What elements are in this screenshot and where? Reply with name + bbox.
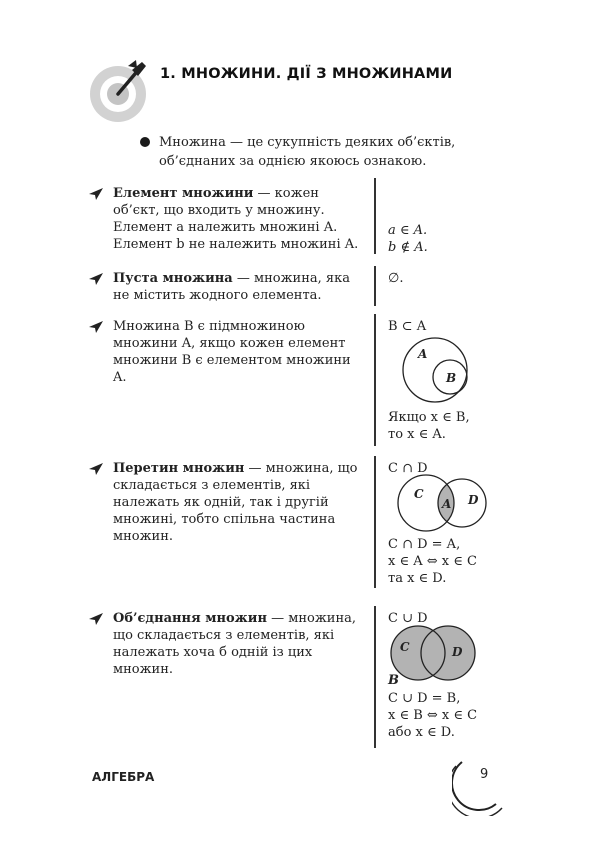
pointer-arrow-icon <box>88 187 104 201</box>
pointer-arrow-icon <box>88 612 104 626</box>
empty-set-definition <box>88 270 368 304</box>
intersection-term: Перетин множин <box>113 461 245 476</box>
intersection-venn-diagram <box>388 472 498 536</box>
union-explanation <box>388 690 518 741</box>
intersection-notation: C ∩ D <box>388 461 428 476</box>
union-notation: C ∪ D <box>388 611 428 626</box>
intersection-explanation-3: та x ∈ D. <box>388 571 447 586</box>
column-divider <box>374 178 376 254</box>
subset-notation: B ⊂ A <box>388 319 427 334</box>
chapter-target-logo <box>88 58 156 126</box>
element-def-rest: — кожен об’єкт, що входить у множину. <box>113 186 325 218</box>
pointer-arrow-icon <box>88 272 104 286</box>
subset-venn-diagram <box>388 336 488 408</box>
intersection-explanation <box>388 536 518 587</box>
element-notation <box>388 222 518 256</box>
union-def-rest: — множина, що складається з елементів, які належать хоча б одній із цих множин. <box>113 611 357 677</box>
set-a-label: A <box>442 497 452 511</box>
empty-set-term: Пуста множина <box>113 271 233 286</box>
intersection-explanation-2: x ∈ A ⇔ x ∈ C <box>388 554 477 569</box>
element-line-b: Елемент b не належить множині A. <box>113 237 359 252</box>
intersection-explanation-1: C ∩ D = A, <box>388 537 461 552</box>
column-divider <box>374 314 376 446</box>
subset-text: Множина B є підмножиною множини A, якщо кожен елемент множини B є елементом множини A. <box>113 319 351 385</box>
column-divider <box>374 606 376 748</box>
element-definition <box>88 185 368 253</box>
union-explanation-3: або x ∈ D. <box>388 725 455 740</box>
element-line-a: Елемент a належить множині A. <box>113 220 338 235</box>
column-divider <box>374 456 376 588</box>
union-set-b-label: B <box>388 673 399 688</box>
intersection-definition <box>88 460 368 545</box>
element-notation-a: a ∈ A. <box>388 223 428 238</box>
column-divider <box>374 266 376 306</box>
element-term: Елемент множини <box>113 186 254 201</box>
set-b-label: B <box>446 371 457 385</box>
union-definition <box>88 610 368 678</box>
union-term: Об’єднання множин <box>113 611 267 626</box>
page-number: 9 <box>480 767 489 782</box>
pointer-arrow-icon <box>88 462 104 476</box>
intersection-def-rest: — множина, що складається з елементів, які належать як одній, так і другій множині, тобто спільна частина множин. <box>113 461 358 544</box>
set-c-label: C <box>400 640 410 654</box>
empty-set-notation: ∅. <box>388 271 404 286</box>
union-explanation-2: x ∈ B ⇔ x ∈ C <box>388 708 478 723</box>
intro-definition <box>140 133 520 171</box>
page-number-arc-icon <box>452 756 512 816</box>
chapter-title: 1. МНОЖИНИ. ДІЇ З МНОЖИНАМИ <box>160 66 453 82</box>
pointer-arrow-icon <box>88 320 104 334</box>
element-notation-b: b ∉ A. <box>388 240 428 255</box>
union-explanation-1: C ∪ D = B, <box>388 691 461 706</box>
subset-definition <box>88 318 368 386</box>
subset-implication <box>388 409 518 443</box>
intro-text: Множина — це сукупність деяких об’єктів, об’єднаних за однією якоюсь ознакою. <box>159 135 456 169</box>
set-d-label: D <box>468 493 479 507</box>
subset-implication-2: то x ∈ A. <box>388 427 446 442</box>
bullet-icon <box>140 137 150 147</box>
empty-set-def-rest: — множина, яка не містить жодного елемента. <box>113 271 350 303</box>
set-c-label: C <box>414 487 424 501</box>
set-d-label: D <box>452 645 463 659</box>
subset-implication-1: Якщо x ∈ B, <box>388 410 470 425</box>
footer-section-label: АЛГЕБРА <box>92 770 155 784</box>
set-a-label: A <box>418 347 428 361</box>
